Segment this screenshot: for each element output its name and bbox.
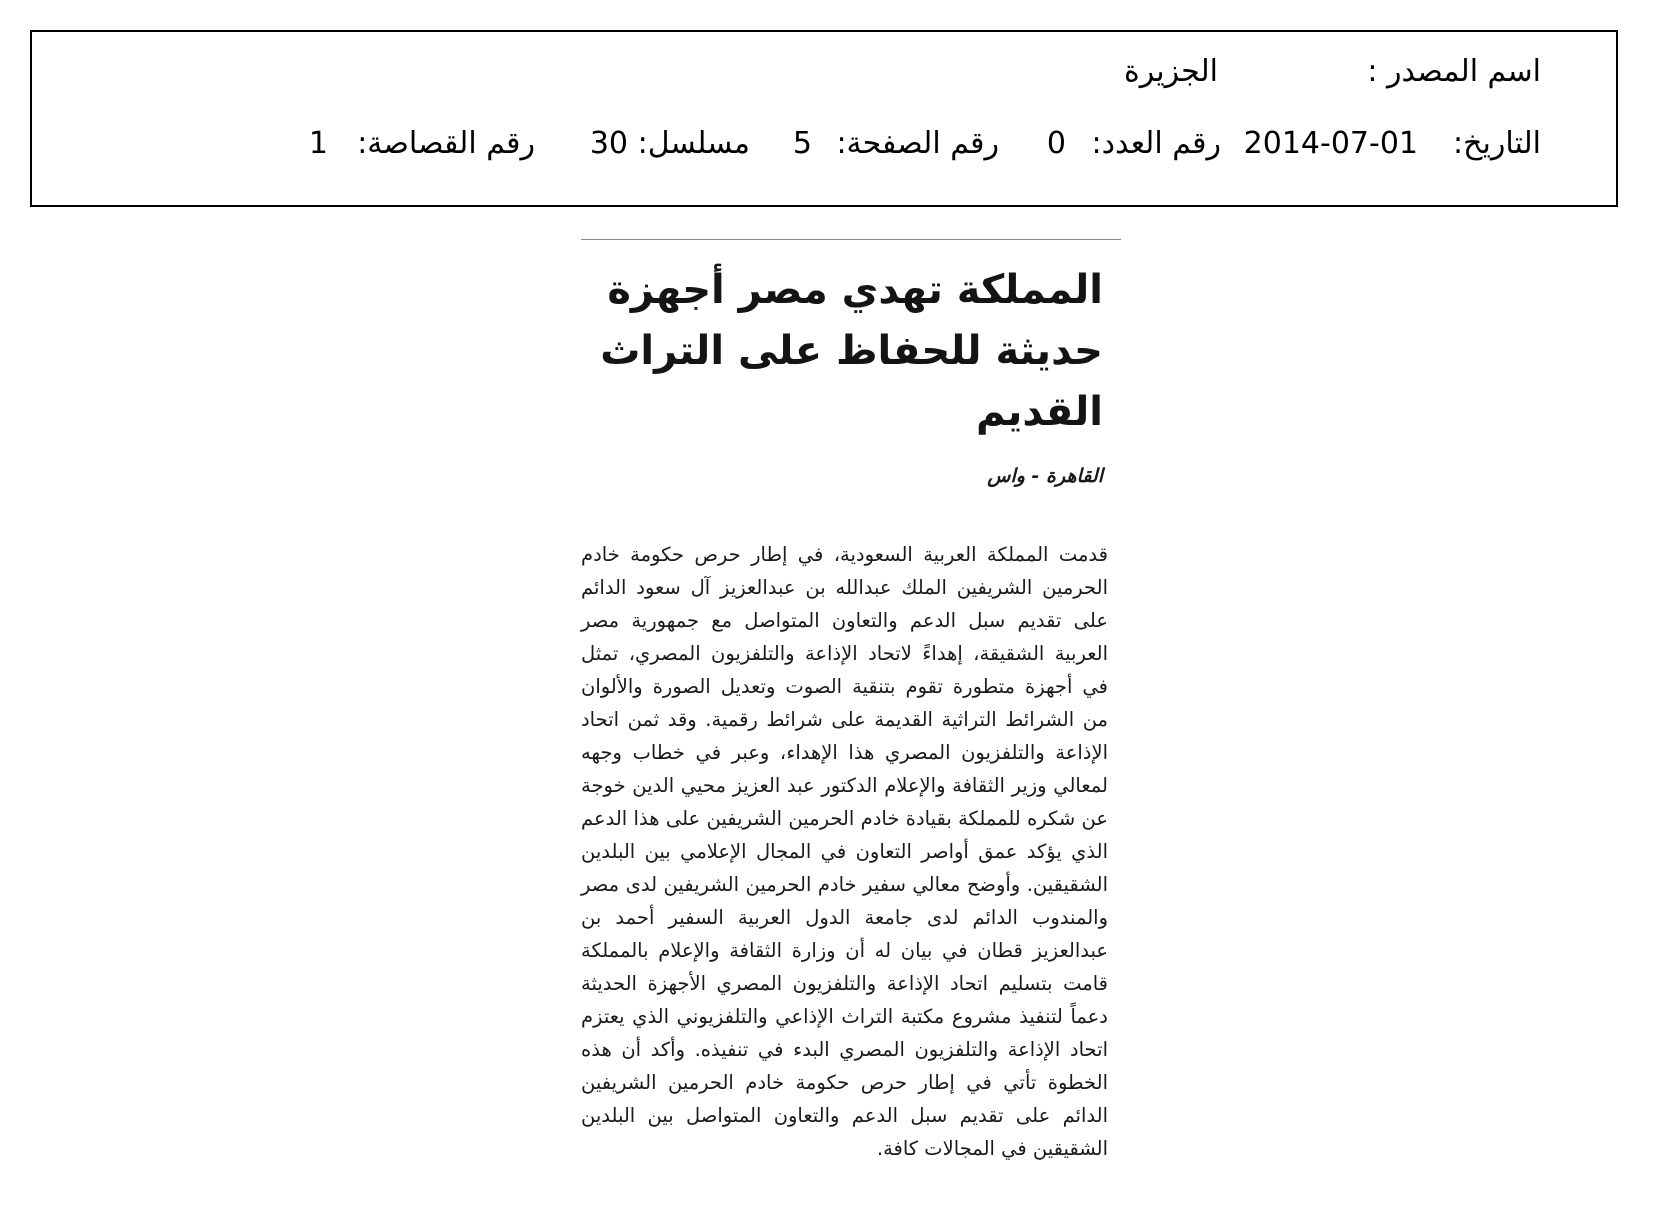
article-body: قدمت المملكة العربية السعودية، في إطار حرص حكومة خادم الحرمين الشريفين الملك عبدالله بن عبدالعزيز آل سعود الدائم على تقديم سبل الدعم والتعاون المتواصل مع جمهورية مصر العربية الشقيقة، إهداءً لاتحاد الإذاعة والتلفزيون المصري، تمثل في أجهزة متطورة تقوم بتنقية الصوت وتعديل الصورة والألوان من الشرائط التراثية القديمة على شرائط رقمية. وقد ثمن اتحاد الإذاعة والتلفزيون المصري هذا الإهداء، وعبر في خطاب وجهه لمعالي وزير الثقافة والإعلام الدكتور عبد العزيز محيي الدين خوجة عن شكره للمملكة بقيادة خادم الحرمين الشريفين على هذا الدعم الذي يؤكد عمق أواصر التعاون في المجال الإعلامي بين البلدين الشقيقين. وأوضح معالي سفير خادم الحرمين الشريفين لدى مصر والمندوب الدائم لدى جامعة الدول العربية السفير أحمد بن عبدالعزيز قطان في بيان له أن وزارة الثقافة والإعلام بالمملكة قامت بتسليم اتحاد الإذاعة والتلفزيون المصري الأجهزة الحديثة دعماً لتنفيذ مشروع مكتبة التراث الإذاعي والتلفزيوني الذي يعتزم اتحاد الإذاعة والتلفزيون المصري البدء في تنفيذه. وأكد أن هذه الخطوة تأتي في إطار حرص حكومة خادم الحرمين الشريفين الدائم على تقديم سبل الدعم والتعاون المتواصل بين البلدين الشقيقين في المجالات كافة. xyxy=(581,543,1108,1160)
clip-number-label: رقم القصاصة: xyxy=(357,126,535,161)
top-rule xyxy=(581,239,1121,240)
source-label: اسم المصدر : xyxy=(1367,54,1541,89)
issue-number-value: 0 xyxy=(1046,126,1066,161)
date-value: 2014-07-01 xyxy=(1243,126,1418,161)
article-dateline: القاهرة - واس xyxy=(987,465,1103,487)
news-article xyxy=(581,239,1121,1165)
serial-label: مسلسل: xyxy=(637,126,750,161)
serial-value: 30 xyxy=(589,126,628,161)
page-number-value: 5 xyxy=(792,126,812,161)
article-headline: المملكة تهدي مصر أجهزة حديثة للحفاظ على التراث القديم xyxy=(600,267,1103,435)
source-value: الجزيرة xyxy=(1123,54,1218,89)
page-number-label: رقم الصفحة: xyxy=(836,126,999,161)
clip-number-value: 1 xyxy=(308,126,328,161)
issue-number-label: رقم العدد: xyxy=(1091,126,1221,161)
clipping-info-box xyxy=(30,30,1618,207)
date-label: التاريخ: xyxy=(1453,126,1541,161)
